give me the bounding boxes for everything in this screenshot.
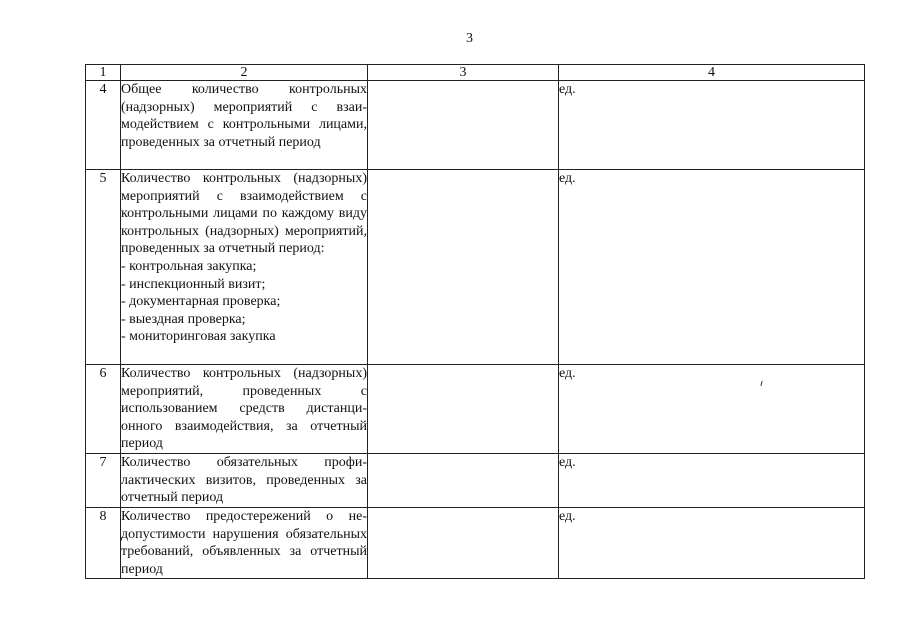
value-cell xyxy=(368,81,559,170)
indicator-description xyxy=(121,365,368,454)
table-row xyxy=(86,81,865,170)
indicator-text: Количество обязательных профилактических визитов, проведенных за отчетный период xyxy=(121,454,367,506)
list-item: - инспекционный визит; xyxy=(121,276,266,292)
row-number: 8 xyxy=(86,507,121,578)
row-number: 6 xyxy=(86,365,121,454)
value-cell xyxy=(368,507,559,578)
indicator-text: Количество контрольных (надзорных) мероприятий с взаимодействием с контрольными лицами по каждому виду контрольных (надзорных) мероприятий, проведенных за отчетный период: xyxy=(121,171,367,257)
table-row xyxy=(86,453,865,507)
unit-cell: ед. xyxy=(559,453,865,507)
indicator-description xyxy=(121,453,368,507)
unit-cell: ед. xyxy=(559,507,865,578)
unit-cell: ед. xyxy=(559,170,865,365)
indicator-description xyxy=(121,170,368,365)
page-number: 3 xyxy=(466,31,473,46)
unit-cell: ед. xyxy=(559,365,865,454)
indicator-description xyxy=(121,81,368,170)
indicator-text: Количество контрольных (надзорных) мероприятий, проведенных с использованием средств дистанционного взаимодействия, за отчетный период xyxy=(121,366,367,452)
value-cell xyxy=(368,453,559,507)
value-cell xyxy=(368,170,559,365)
indicator-text: Количество предостережений о недопустимости нарушения обязательных требований, объявленных за отчетный период xyxy=(121,508,367,577)
row-number: 5 xyxy=(86,170,121,365)
list-item: - контрольная закупка; xyxy=(121,258,257,274)
table-row xyxy=(86,507,865,578)
indicator-description xyxy=(121,507,368,578)
column-header-3: 3 xyxy=(368,65,559,81)
indicators-table xyxy=(85,64,865,579)
column-header-4: 4 xyxy=(559,65,865,81)
value-cell xyxy=(368,365,559,454)
unit-cell: ед. xyxy=(559,81,865,170)
row-number: 7 xyxy=(86,453,121,507)
column-header-1: 1 xyxy=(86,65,121,81)
indicator-text: Общее количество контрольных (надзорных) мероприятий с взаимодействием с контрольными лицами, проведенных за отчетный период xyxy=(121,82,367,150)
list-item: - документарная проверка; xyxy=(121,294,281,310)
list-item: - мониторинговая закупка xyxy=(121,329,276,345)
table-header-row xyxy=(86,65,865,81)
list-item: - выездная проверка; xyxy=(121,311,246,327)
table-row xyxy=(86,170,865,365)
row-number: 4 xyxy=(86,81,121,170)
table-row xyxy=(86,365,865,454)
column-header-2: 2 xyxy=(121,65,368,81)
